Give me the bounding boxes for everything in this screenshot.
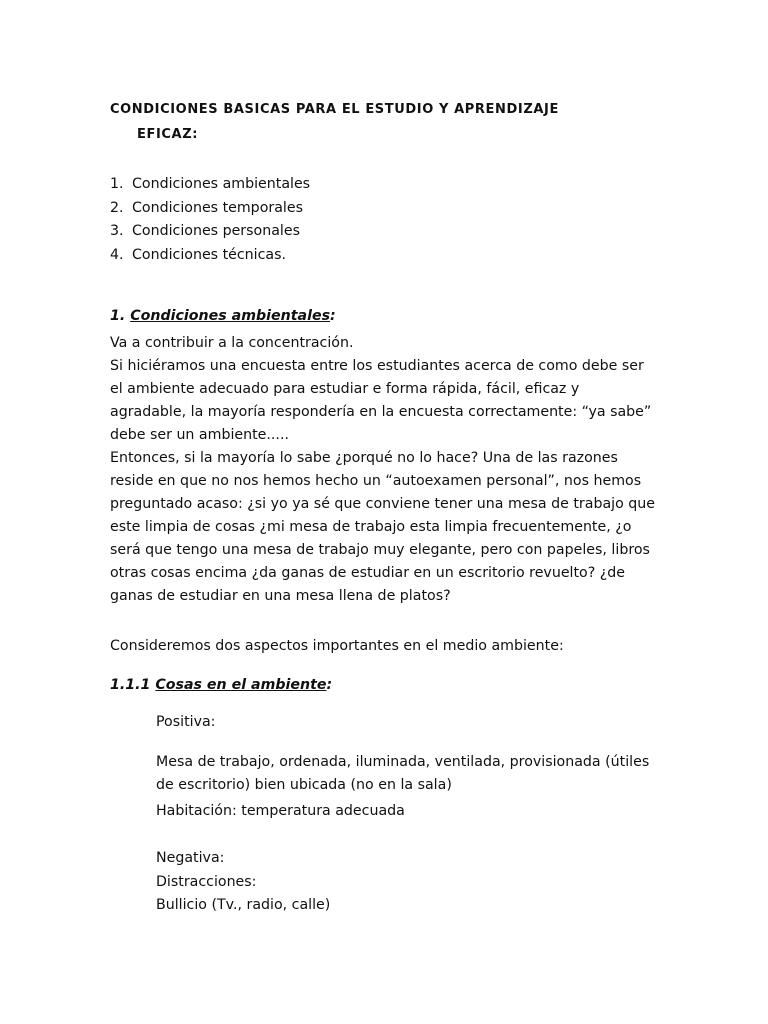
paragraph-line: debe ser un ambiente..... — [110, 427, 289, 443]
subsection-colon: : — [326, 677, 333, 693]
paragraph-line: este limpia de cosas ¿mi mesa de trabajo esta limpia frecuentemente, ¿o — [110, 519, 632, 535]
negativa-label: Negativa: — [156, 850, 225, 866]
distracciones-text: Distracciones: — [156, 874, 257, 890]
paragraph-line: otras cosas encima ¿da ganas de estudiar en un escritorio revuelto? ¿de — [110, 565, 626, 581]
list-item-number: 1. — [110, 176, 124, 192]
list-item-number: 3. — [110, 223, 124, 239]
paragraph-line: de escritorio) bien ubicada (no en la sala) — [156, 777, 452, 793]
list-item-label: Condiciones técnicas. — [132, 247, 286, 263]
section-number: 1. — [110, 308, 126, 324]
list-item-label: Condiciones personales — [132, 223, 300, 239]
list-item — [0, 247, 768, 267]
paragraph-line: reside en que no nos hemos hecho un “autoexamen personal”, nos hemos — [110, 473, 642, 489]
section-paragraph — [110, 332, 670, 608]
positiva-label: Positiva: — [156, 714, 216, 730]
subsection-title: Cosas en el ambiente — [155, 677, 327, 693]
paragraph-line: preguntado acaso: ¿si yo ya sé que conviene tener una mesa de trabajo que — [110, 496, 656, 512]
section-heading — [110, 308, 336, 324]
paragraph-line: agradable, la mayoría respondería en la encuesta correctamente: “ya sabe” — [110, 404, 652, 420]
document-title-line2: EFICAZ: — [137, 127, 199, 142]
paragraph-line: Va a contribuir a la concentración. — [110, 335, 354, 351]
list-item-number: 2. — [110, 200, 124, 216]
list-item — [0, 200, 768, 220]
paragraph-line: Si hiciéramos una encuesta entre los estudiantes acerca de como debe ser — [110, 358, 644, 374]
document-title-line1: CONDICIONES BASICAS PARA EL ESTUDIO Y APRENDIZAJE — [110, 102, 559, 117]
list-item-number: 4. — [110, 247, 124, 263]
list-item-label: Condiciones temporales — [132, 200, 303, 216]
paragraph-line: Entonces, si la mayoría lo sabe ¿porqué no lo hace? Una de las razones — [110, 450, 618, 466]
section-colon: : — [330, 308, 336, 324]
subsection-number: 1.1.1 — [110, 677, 151, 693]
paragraph-line: el ambiente adecuado para estudiar e forma rápida, fácil, eficaz y — [110, 381, 580, 397]
list-item-label: Condiciones ambientales — [132, 176, 311, 192]
paragraph-line: ganas de estudiar en una mesa llena de platos? — [110, 588, 451, 604]
list-item — [0, 223, 768, 243]
positiva-paragraph — [156, 751, 716, 797]
list-item — [0, 176, 768, 196]
bullicio-text: Bullicio (Tv., radio, calle) — [156, 897, 331, 913]
subsection-heading — [110, 677, 332, 693]
consider-text: Consideremos dos aspectos importantes en el medio ambiente: — [110, 638, 564, 654]
habitacion-text: Habitación: temperatura adecuada — [156, 803, 405, 819]
paragraph-line: Mesa de trabajo, ordenada, iluminada, ventilada, provisionada (útiles — [156, 754, 650, 770]
section-title: Condiciones ambientales — [130, 308, 331, 324]
paragraph-line: será que tengo una mesa de trabajo muy elegante, pero con papeles, libros — [110, 542, 650, 558]
